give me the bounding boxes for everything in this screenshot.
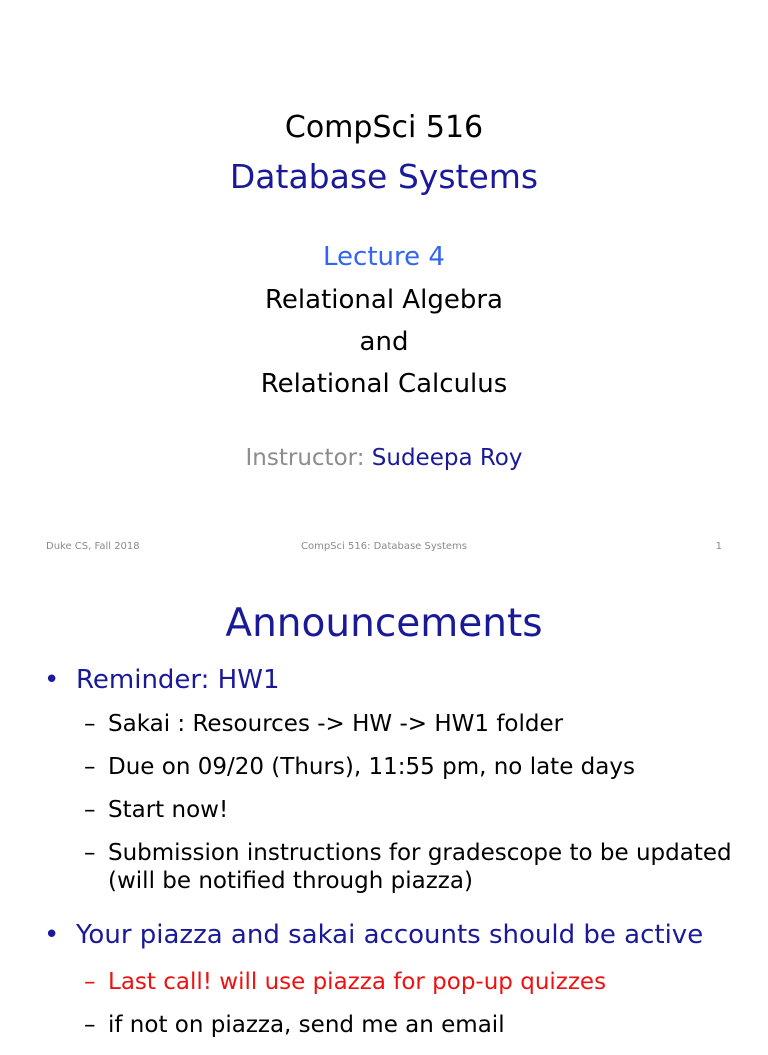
sub-item-highlighted [84,969,754,996]
sub-item-text: Submission instructions for gradescope to be updated (will be notified through piazza) [108,840,732,894]
bullet-marker: • [44,665,60,695]
sub-item [84,840,754,894]
sub-item-text: Start now! [108,797,229,824]
slide-title: Announcements [225,601,543,646]
lecture-topic-line: and [359,327,409,357]
instructor-label: Instructor: [245,445,372,471]
bullet-text: Reminder: HW1 [76,665,280,695]
sub-list [84,711,754,911]
dash-marker: – [84,754,96,781]
dash-marker: – [84,1012,96,1039]
footer-course: CompSci 516: Database Systems [300,541,468,552]
bullet-marker: • [44,920,60,950]
bullet-item [44,667,754,693]
announcements-slide [0,576,768,1039]
sub-item-text: Last call! will use piazza for pop-up quizzes [108,969,607,995]
sub-item [84,711,754,738]
lecture-number: Lecture 4 [323,242,445,272]
dash-marker: – [84,840,96,867]
lecture-topic-line: Relational Calculus [260,369,508,399]
bullet-item [44,922,754,948]
course-code: CompSci 516 [284,110,484,145]
dash-marker: – [84,711,96,737]
sub-item-text: if not on piazza, send me an email [108,1012,505,1039]
sub-item [84,1012,754,1039]
sub-item-text: Sakai : Resources -> HW -> HW1 folder [108,711,564,737]
bullet-text: Your piazza and sakai accounts should be active [76,920,704,950]
sub-item [84,754,754,781]
footer-page-number: 1 [715,541,722,552]
footer-institution: Duke CS, Fall 2018 [46,541,140,552]
lecture-topic-line: Relational Algebra [265,285,503,315]
instructor-line [0,447,768,470]
dash-marker: – [84,797,96,824]
sub-item [84,797,754,824]
instructor-name: Sudeepa Roy [371,445,523,471]
dash-marker: – [84,969,96,995]
sub-item-text: Due on 09/20 (Thurs), 11:55 pm, no late days [108,754,635,781]
sub-list [84,969,754,1055]
course-name: Database Systems [229,157,539,196]
